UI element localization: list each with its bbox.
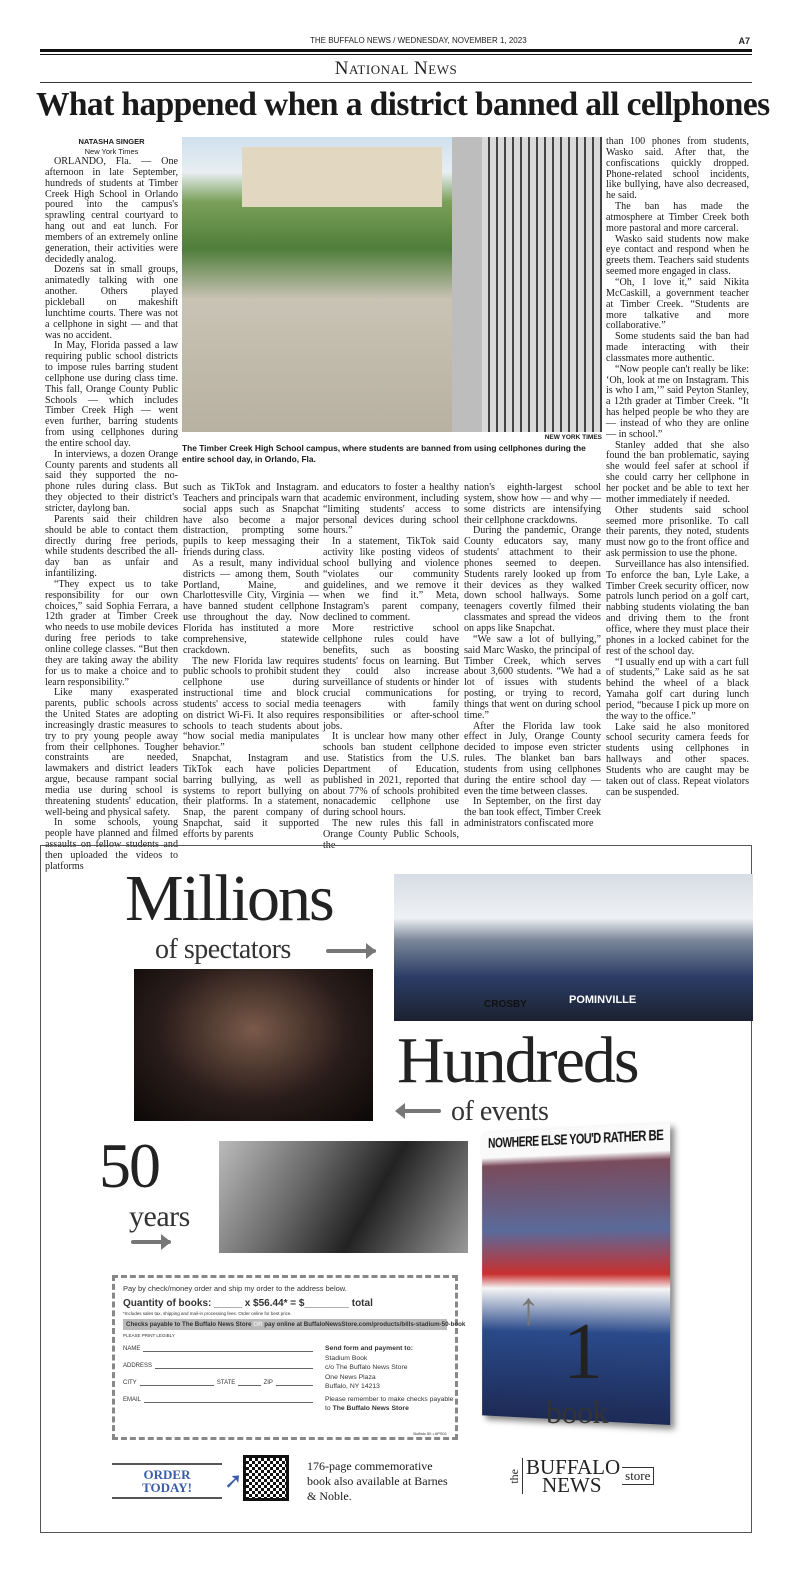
article-column-5 [606,137,749,798]
article-paragraph: Dozens sat in small groups, animatedly talking with one another. Others played pickleball on makeshift lunchtime courts. There was not a cellphone in sight — and that was no accident. [45,264,178,341]
article-column-4 [464,483,601,830]
print-legibly: PLEASE PRINT LEGIBLY [123,1333,175,1338]
address-fields [123,1346,313,1414]
book-blurb: 176-page commemorative book also available at Barnes & Noble. [307,1459,448,1503]
article-paragraph: “Oh, I love it,” said Nikita McCaskill, a government teacher at Timber Creek. “Students are more talkative and more collaborative.” [606,276,749,332]
article-paragraph: Surveillance has also intensified. To enforce the ban, Lyle Lake, a Timber Creek security officer, now patrols lunch period on a golf cart, nabbing students violating the ban and driving them to the front office, where they must place their phones in a locked cabinet for the rest of the school day. [606,558,749,657]
article-paragraph: and educators to foster a healthy academic environment, including “limiting students' access to personal devices during school hours.” [323,482,459,537]
article-paragraph: Like many exasperated parents, public schools across the United States are adopting increasingly drastic measures to try to pry young people away from their cellphones. Tougher constraints are needed, lawmakers and district leaders argue, because rampant social media use during school is threatening students' education, well-being and physical safety. [45,687,178,818]
article-paragraph: The ban has made the atmosphere at Timber Creek both more pastoral and more carceral. [606,201,749,234]
headline: What happened when a district banned all cellphones [36,86,770,123]
folio [310,36,750,46]
article-column-3 [323,483,459,852]
article-paragraph: Stanley added that she also found the ban problematic, saying she would feel safer at school if she could carry her cellphone in her pocket and be able to text her mother immediately if needed. [606,439,749,505]
email-field[interactable]: EMAIL [123,1397,313,1403]
concert-photo [134,969,373,1121]
ad-events: of events [451,1096,549,1127]
article-paragraph: than 100 phones from students, Wasko said. After that, the confiscations quickly dropped. Phone-related school incidents, like bullying, have also decreased, he said. [606,136,749,202]
name-field[interactable]: NAME [123,1346,313,1352]
article-paragraph: In a statement, TikTok said activity like posting videos of school bullying and violence “violates our community guidelines, and we remove it when we find it.” Meta, Instagram's parent company, declined to comment. [323,536,459,624]
header-rule [40,49,752,55]
remember-note: Please remember to make checks payable to [325,1395,454,1412]
arrow-right-icon [131,1240,171,1244]
article-paragraph: Some students said the ban had made interacting with their classmates more authentic. [606,331,749,364]
photo-caption: The Timber Creek High School campus, where students are banned from using cellphones during the entire school day, in Orlando, Fla. [182,443,586,464]
article-paragraph: “We saw a lot of bullying,” said Marc Wasko, the principal of Timber Creek, which serves about 3,600 students. “We had a lot of issues with students posting, or trying to record, things that went on during school time.” [464,633,601,721]
article-paragraph: ORLANDO, Fla. — One afternoon in late September, hundreds of students at Timber Creek High School in Orlando poured into the campus's sprawling central courtyard to hang out and eat lunch. For members of an extremely online generation, their activities were decidedly analog. [45,156,178,265]
article-paragraph: As a result, many individual districts — among them, South Portland, Maine, and Charlottesville City, Virginia — have banned student cellphone use throughout the day. Now Florida has instituted a more comprehensive, statewide crackdown. [183,557,319,656]
article-paragraph: Parents said their children should be able to contact them directly during free periods, while students described the all-day ban as unfair and infantilizing. [45,513,178,580]
checks-payable: Checks payable to The Buffalo News Store [126,1321,252,1328]
address-field[interactable]: ADDRESS [123,1363,313,1369]
address-line: Buffalo, NY 14213 [325,1383,380,1390]
hockey-fans-photo [394,874,753,1021]
ad-years: years [129,1200,190,1233]
order-form [112,1275,466,1440]
section-title: National News [334,58,458,79]
ad-hundreds: Hundreds [397,1024,638,1097]
arrow-up-icon: ↑ [517,1283,540,1334]
article-paragraph: The new rules this fall in Orange County Public Schools, the [323,818,459,851]
article-paragraph: The new Florida law requires public schools to prohibit student cellphone use during instructional time and block students' access to social media on district Wi-Fi. It also requires schools to teach students about “how social media manipulates behavior.” [183,655,319,754]
photo-credit: NEW YORK TIMES [544,434,602,441]
article-paragraph: In interviews, a dozen Orange County parents and students all said they supported the no-phone rules during class. But they objected to their district's stricter, daylong ban. [45,448,178,514]
article-paragraph: In some schools, young people have planned and filmed assaults on fellow students and then uploaded the videos to platforms [45,817,178,872]
section-rule [40,82,752,83]
byline [45,137,178,157]
page-number: A7 [738,36,750,46]
article-column-1 [45,137,178,873]
article-column-2 [183,483,319,841]
article-paragraph: After the Florida law took effect in July, Orange County decided to impose even stricter rules. The blanket ban bars students from using cellphones during the entire school day — even the time between classes. [464,720,601,797]
article-paragraph: It is unclear how many other schools ban student cellphone use. Statistics from the U.S. Department of Education, published in 2021, reported that about 77% of schools prohibited nonacademic cellphone use during school hours. [323,731,459,819]
online-link[interactable]: pay online at BuffaloNewsStore.com/products/bills-stadium-50-book [264,1321,466,1328]
quantity-line[interactable]: Quantity of books: _____ x $56.44* = $________ total [123,1298,373,1309]
article-paragraph: such as TikTok and Instagram. Teachers and principals warn that social apps such as Snapchat have also become a major distraction, prompting some pupils to keep messaging their friends during class. [183,482,319,559]
jersey-text-2: CROSBY [484,999,527,1010]
jersey-text: POMINVILLE [569,994,637,1006]
qr-code[interactable] [243,1455,289,1501]
article-paragraph: Wasko said students now make eye contact and respond when he greets them. Teachers said students seemed more engaged in class. [606,233,749,278]
order-today-label[interactable]: ORDER TODAY! [112,1463,222,1499]
ad-one: 1 [563,1308,601,1396]
payment-bar [123,1319,466,1330]
price-note: *Includes sales tax, shipping and mail-in processing fees. Order online for best price. [123,1311,292,1316]
buffalo-news-store-logo: the BUFFALO NEWS store [507,1458,654,1494]
article-paragraph: In May, Florida passed a law requiring public school districts to impose rules barring student cellphone use during class time. This fall, Orange County Public Schools — which includes Timber Creek High — went even further, barring students from using cellphones during the entire school day. [45,340,178,449]
article-paragraph: During the pandemic, Orange County educators say, many students' attachment to their phones seemed to deepen. Students rarely looked up from their devices as they walked down school hallways. Some teenagers covertly filmed their classmates and spread the videos on apps like Snapchat. [464,525,601,634]
ad-spectators: of spectators [155,934,291,965]
article-photo [182,137,602,432]
remember-payee: The Buffalo News Store [332,1404,409,1412]
curved-arrow-icon: ➚ [224,1468,243,1493]
city-state-zip-field[interactable]: CITY STATE ZIP [123,1380,313,1386]
ad-fifty: 50 [99,1130,159,1201]
article-paragraph: Lake said he also monitored school security camera feeds for students using cellphones in hallways and other spaces. Students who are caught may be taken out of class. Repeat violators can be suspended. [606,721,749,798]
address-line: Stadium Book [325,1354,368,1362]
or-label: OR [253,1321,263,1328]
mailing-address [325,1344,455,1413]
book-title: NOWHERE ELSE YOU'D RATHER BE [488,1127,664,1152]
address-line: c/o The Buffalo News Store [325,1364,408,1371]
article-paragraph: More restrictive school cellphone rules could have benefits, such as boosting students' focus on learning. But they could also increase surveillance of students or hinder crucial communications for teenagers with family responsibilities or after-school jobs. [323,622,459,732]
form-instructions: Pay by check/money order and ship my order to the address below. [123,1284,347,1293]
article-paragraph: “Now people can't really be like: ‘Oh, look at me on Instagram. This is who I am,’” said Peyton Stanley, a 12th grader at Timber Creek. “It has helped people be who they are — instead of who they are online — in school.” [606,363,749,440]
article-paragraph: nation's eighth-largest school system, show how — and why — some districts are intensifying their cellphone crackdowns. [464,482,601,526]
address-line: One News Plaza [325,1373,376,1381]
byline-org: New York Times [84,147,139,156]
ad-millions: Millions [125,862,333,935]
article-paragraph: Snapchat, Instagram and TikTok each have policies barring bullying, as well as systems to report bullying on their platforms. In a statement, Snap, the parent company of Snapchat, said it supported efforts by parents [183,753,319,840]
ad-book: book [546,1394,608,1430]
article-paragraph: Other students said school seemed more prisonlike. To call their parents, they noted, students must now go to the front office and ask permission to use the phone. [606,504,749,560]
folio-date: THE BUFFALO NEWS / WEDNESDAY, NOVEMBER 1, 2023 [310,36,527,45]
send-title: Send form and payment to: [325,1345,413,1352]
arrow-right-icon [326,949,376,953]
article-paragraph: In September, on the first day the ban took effect, Timber Creek administrators confiscated more [464,796,601,830]
article-paragraph: “They expect us to take responsibility for our own choices,” said Sophia Ferrara, a 12th grader at Timber Creek who needs to use mobile devices during free periods to take online college classes. “But then they are taking away the ability for us to make a choice and to learn responsibility.” [45,578,178,688]
ad-code: Buffalo 50 • #PS01 [413,1431,447,1436]
byline-author: NATASHA SINGER [78,137,145,146]
article-paragraph: “I usually end up with a cart full of students,” Lake said as he sat behind the wheel of a black Yamaha golf cart during lunch period, “because I pick up more on the way to the office.” [606,656,749,722]
football-photo [219,1141,468,1253]
arrow-left-icon [399,1109,441,1113]
